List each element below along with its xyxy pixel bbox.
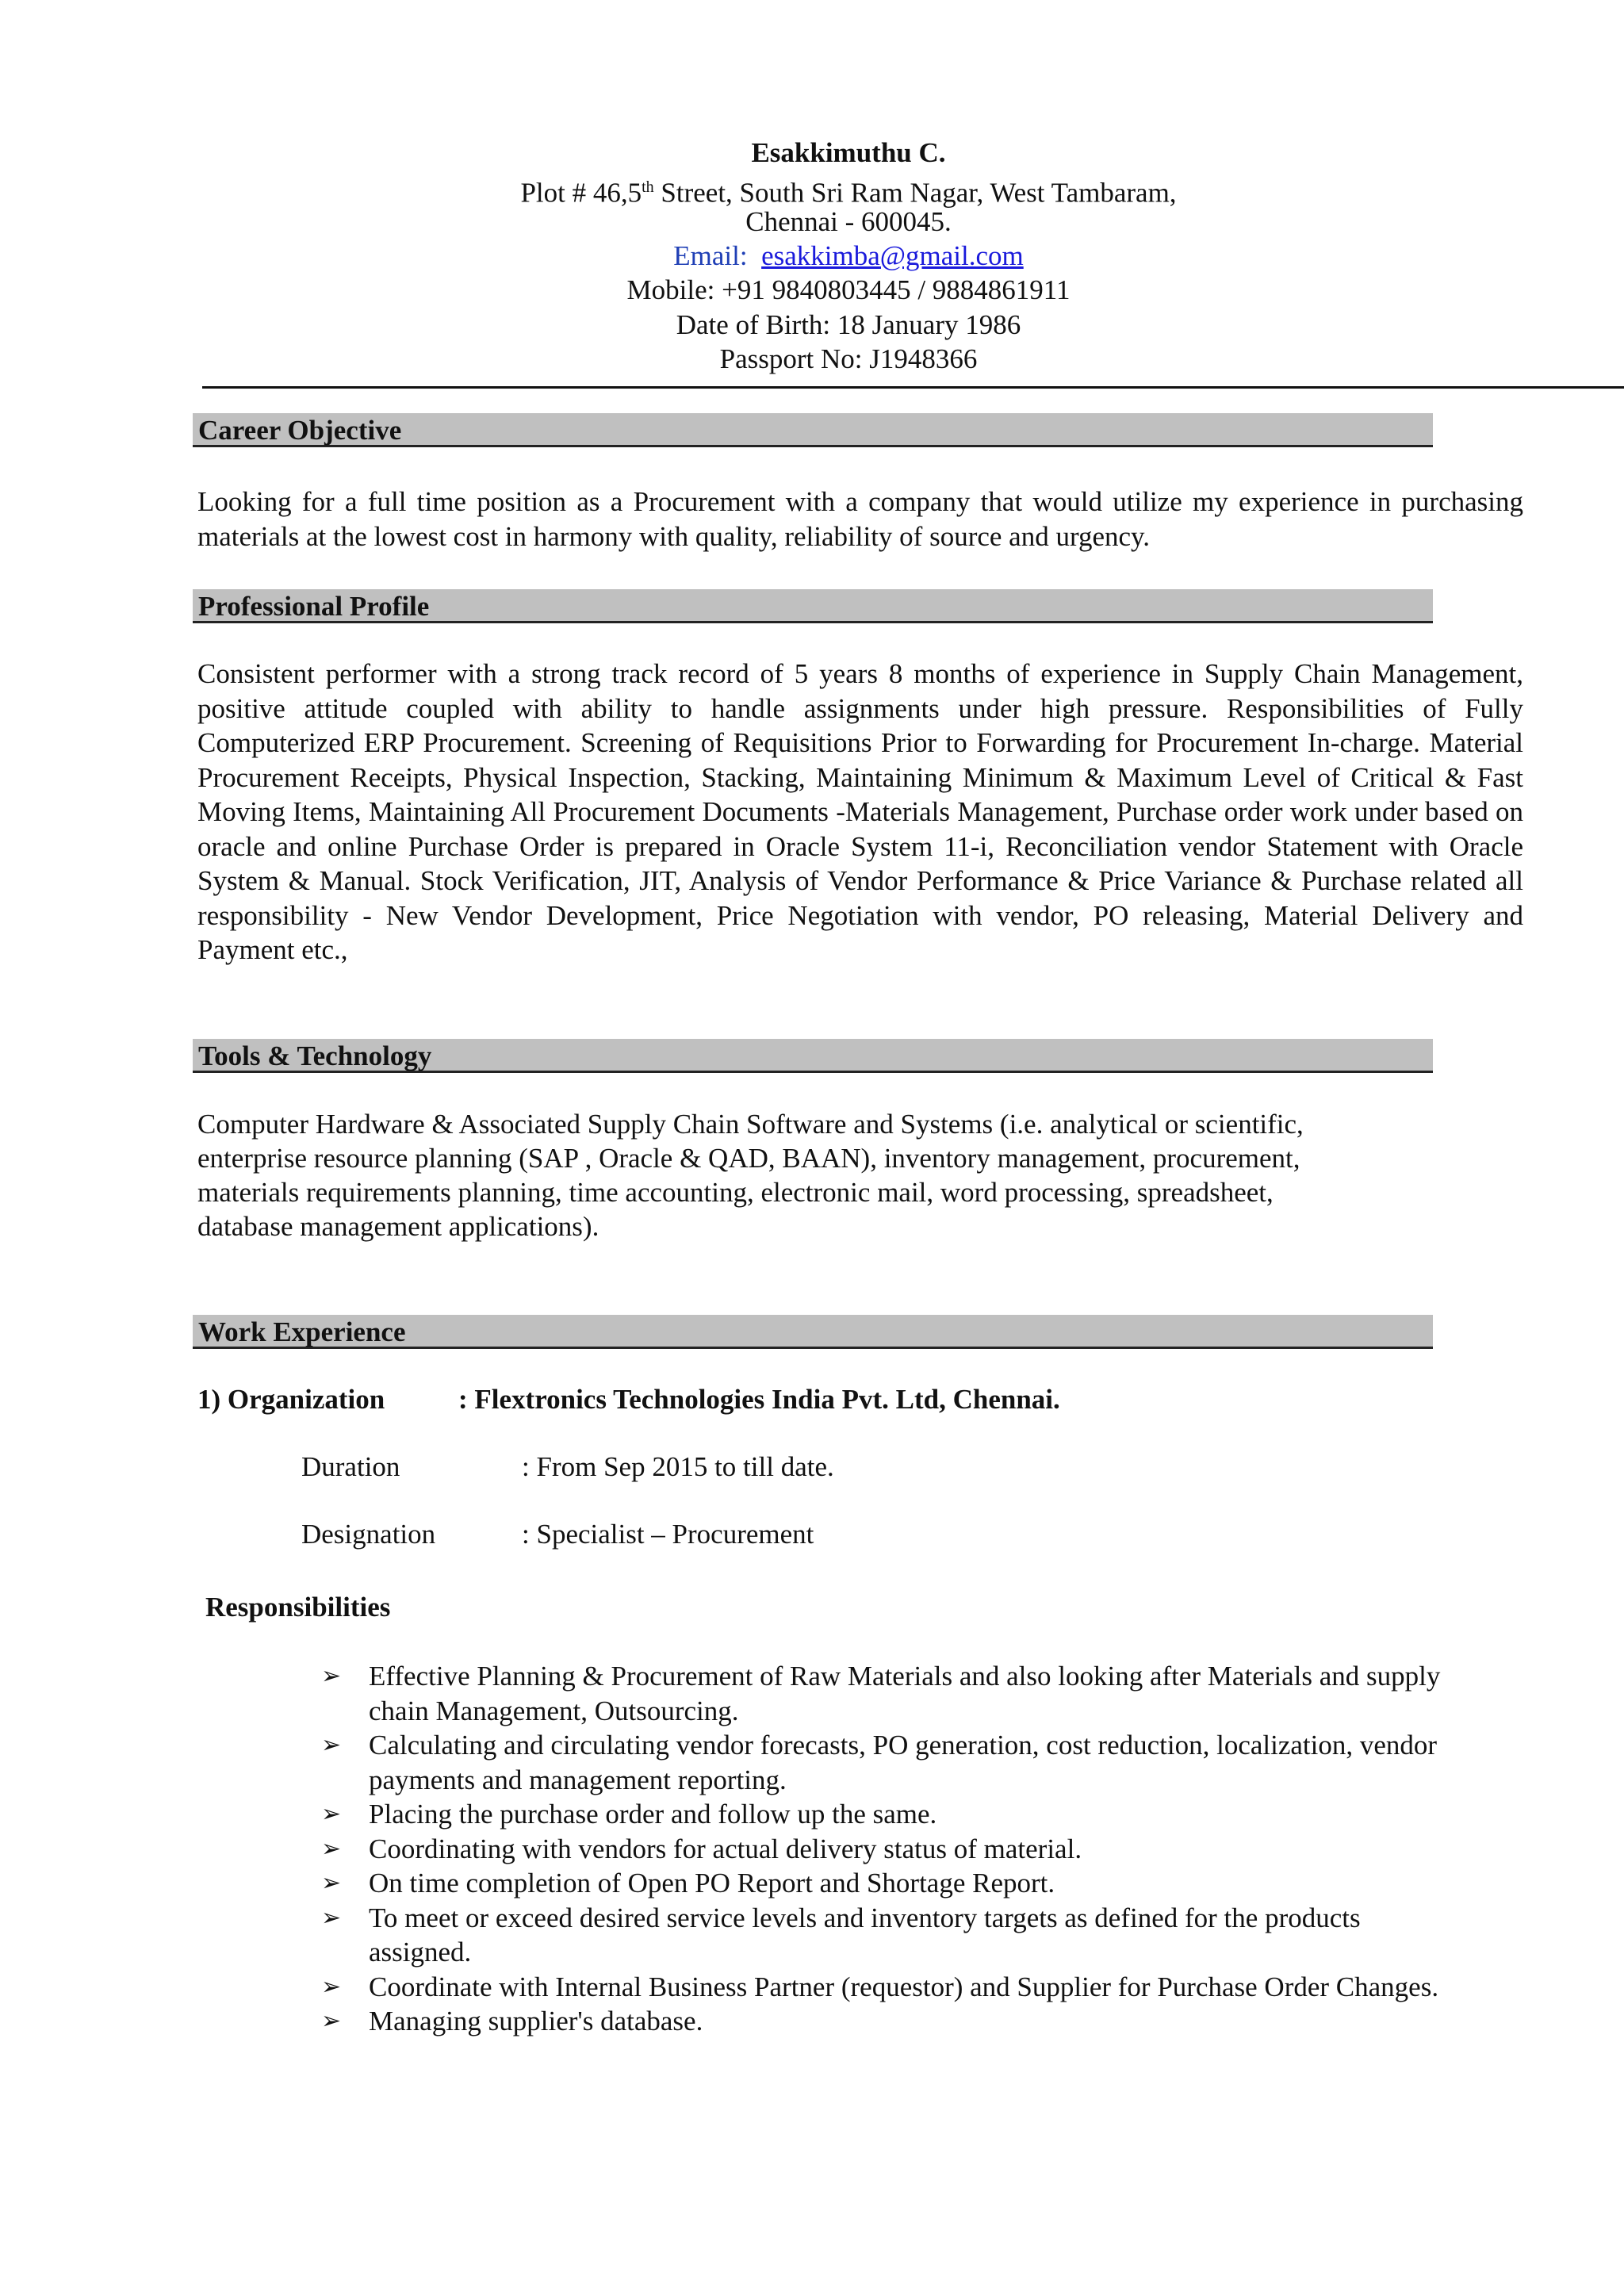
section-title-professional-profile: Professional Profile bbox=[198, 591, 430, 622]
organization-label: 1) Organization bbox=[197, 1384, 385, 1415]
tools-line: Computer Hardware & Associated Supply Chain Software and Systems (i.e. analytical or scientific, bbox=[197, 1109, 1304, 1140]
email-link[interactable]: esakkimba@gmail.com bbox=[761, 240, 1024, 271]
duration-label: Duration bbox=[301, 1451, 400, 1482]
list-item-text: Placing the purchase order and follow up the same. bbox=[369, 1799, 937, 1829]
section-bar-career-objective bbox=[193, 413, 1433, 447]
header-divider bbox=[202, 386, 1624, 389]
section-bar-work-experience bbox=[193, 1315, 1433, 1349]
list-item-text: On time completion of Open PO Report and Shortage Report. bbox=[369, 1868, 1055, 1898]
list-item bbox=[321, 2004, 1447, 2039]
email-label: Email: bbox=[673, 240, 748, 271]
arrow-bullet-icon: ➢ bbox=[321, 1800, 342, 1828]
career-objective-text: Looking for a full time position as a Procurement with a company that would utilize my experience in purchasing materials at the lowest cost in harmony with quality, reliability of source and urgency. bbox=[197, 486, 1523, 552]
list-item bbox=[321, 1797, 1447, 1832]
tools-line: database management applications). bbox=[197, 1211, 599, 1242]
list-item bbox=[321, 1866, 1447, 1901]
city-line: Chennai - 600045. bbox=[745, 206, 952, 237]
passport-line: Passport No: J1948366 bbox=[719, 343, 978, 374]
professional-profile-text: Consistent performer with a strong track record of 5 years 8 months of experience in Supply Chain Management, positive attitude coupled with ability to handle assignments under high pressure. Responsibilities of Fully Computerized ERP Procurement. Screening of Requisitions Prior to Forwarding for Procurement In-charge. Material Procurement Receipts, Physical Inspection, Stacking, Maintaining Minimum & Maximum Level of Critical & Fast Moving Items, Maintaining All Procurement Documents -Materials Management, Purchase order work under based on oracle and online Purchase Order is prepared in Oracle System 11-i, Reconciliation vendor Statement with Oracle System & Manual. Stock Verification, JIT, Analysis of Vendor Performance & Price Variance & Purchase related all responsibility - New Vendor Development, Price Negotiation with vendor, PO releasing, Material Delivery and Payment etc., bbox=[197, 658, 1523, 965]
candidate-name: Esakkimuthu C. bbox=[751, 137, 946, 168]
section-bar-tools-technology bbox=[193, 1039, 1433, 1073]
list-item-text: To meet or exceed desired service levels and inventory targets as defined for the products assigned. bbox=[369, 1902, 1361, 1967]
section-title-tools-technology: Tools & Technology bbox=[198, 1040, 432, 1071]
arrow-bullet-icon: ➢ bbox=[321, 1869, 342, 1897]
address-suffix: Street, South Sri Ram Nagar, West Tambaram, bbox=[653, 177, 1177, 209]
section-title-work-experience: Work Experience bbox=[198, 1316, 406, 1347]
list-item-text: Managing supplier's database. bbox=[369, 2006, 703, 2036]
list-item bbox=[321, 1901, 1447, 1970]
list-item-text: Effective Planning & Procurement of Raw Materials and also looking after Materials and supply chain Management, Outsourcing. bbox=[369, 1661, 1441, 1726]
section-bar-professional-profile bbox=[193, 589, 1433, 623]
mobile-line: Mobile: +91 9840803445 / 9884861911 bbox=[626, 274, 1071, 305]
list-item-text: Coordinate with Internal Business Partner (requestor) and Supplier for Purchase Order Changes. bbox=[369, 1971, 1439, 2002]
arrow-bullet-icon: ➢ bbox=[321, 1972, 342, 2001]
arrow-bullet-icon: ➢ bbox=[321, 1834, 342, 1863]
designation-value: : Specialist – Procurement bbox=[522, 1519, 814, 1550]
tools-line: materials requirements planning, time accounting, electronic mail, word processing, spreadsheet, bbox=[197, 1177, 1274, 1208]
list-item bbox=[321, 1970, 1447, 2005]
list-item-text: Coordinating with vendors for actual delivery status of material. bbox=[369, 1833, 1082, 1864]
responsibilities-title: Responsibilities bbox=[205, 1592, 391, 1623]
duration-value: : From Sep 2015 to till date. bbox=[522, 1451, 834, 1482]
list-item bbox=[321, 1659, 1447, 1728]
email-line bbox=[0, 239, 1624, 274]
arrow-bullet-icon: ➢ bbox=[321, 1903, 342, 1932]
tools-text bbox=[197, 1107, 1434, 1243]
address-prefix: Plot # 46,5 bbox=[520, 177, 642, 209]
arrow-bullet-icon: ➢ bbox=[321, 2007, 342, 2035]
list-item bbox=[321, 1832, 1447, 1867]
arrow-bullet-icon: ➢ bbox=[321, 1731, 342, 1759]
designation-label: Designation bbox=[301, 1519, 436, 1550]
list-item-text: Calculating and circulating vendor forecasts, PO generation, cost reduction, localization, vendor payments and management reporting. bbox=[369, 1730, 1438, 1795]
list-item bbox=[321, 1728, 1447, 1797]
tools-line: enterprise resource planning (SAP , Oracle & QAD, BAAN), inventory management, procurement, bbox=[197, 1143, 1300, 1174]
section-title-career-objective: Career Objective bbox=[198, 415, 402, 446]
responsibilities-list bbox=[321, 1659, 1447, 2039]
dob-line: Date of Birth: 18 January 1986 bbox=[676, 309, 1021, 340]
organization-value: : Flextronics Technologies India Pvt. Ltd, Chennai. bbox=[458, 1384, 1060, 1415]
arrow-bullet-icon: ➢ bbox=[321, 1662, 342, 1690]
address-superscript: th bbox=[642, 178, 654, 196]
